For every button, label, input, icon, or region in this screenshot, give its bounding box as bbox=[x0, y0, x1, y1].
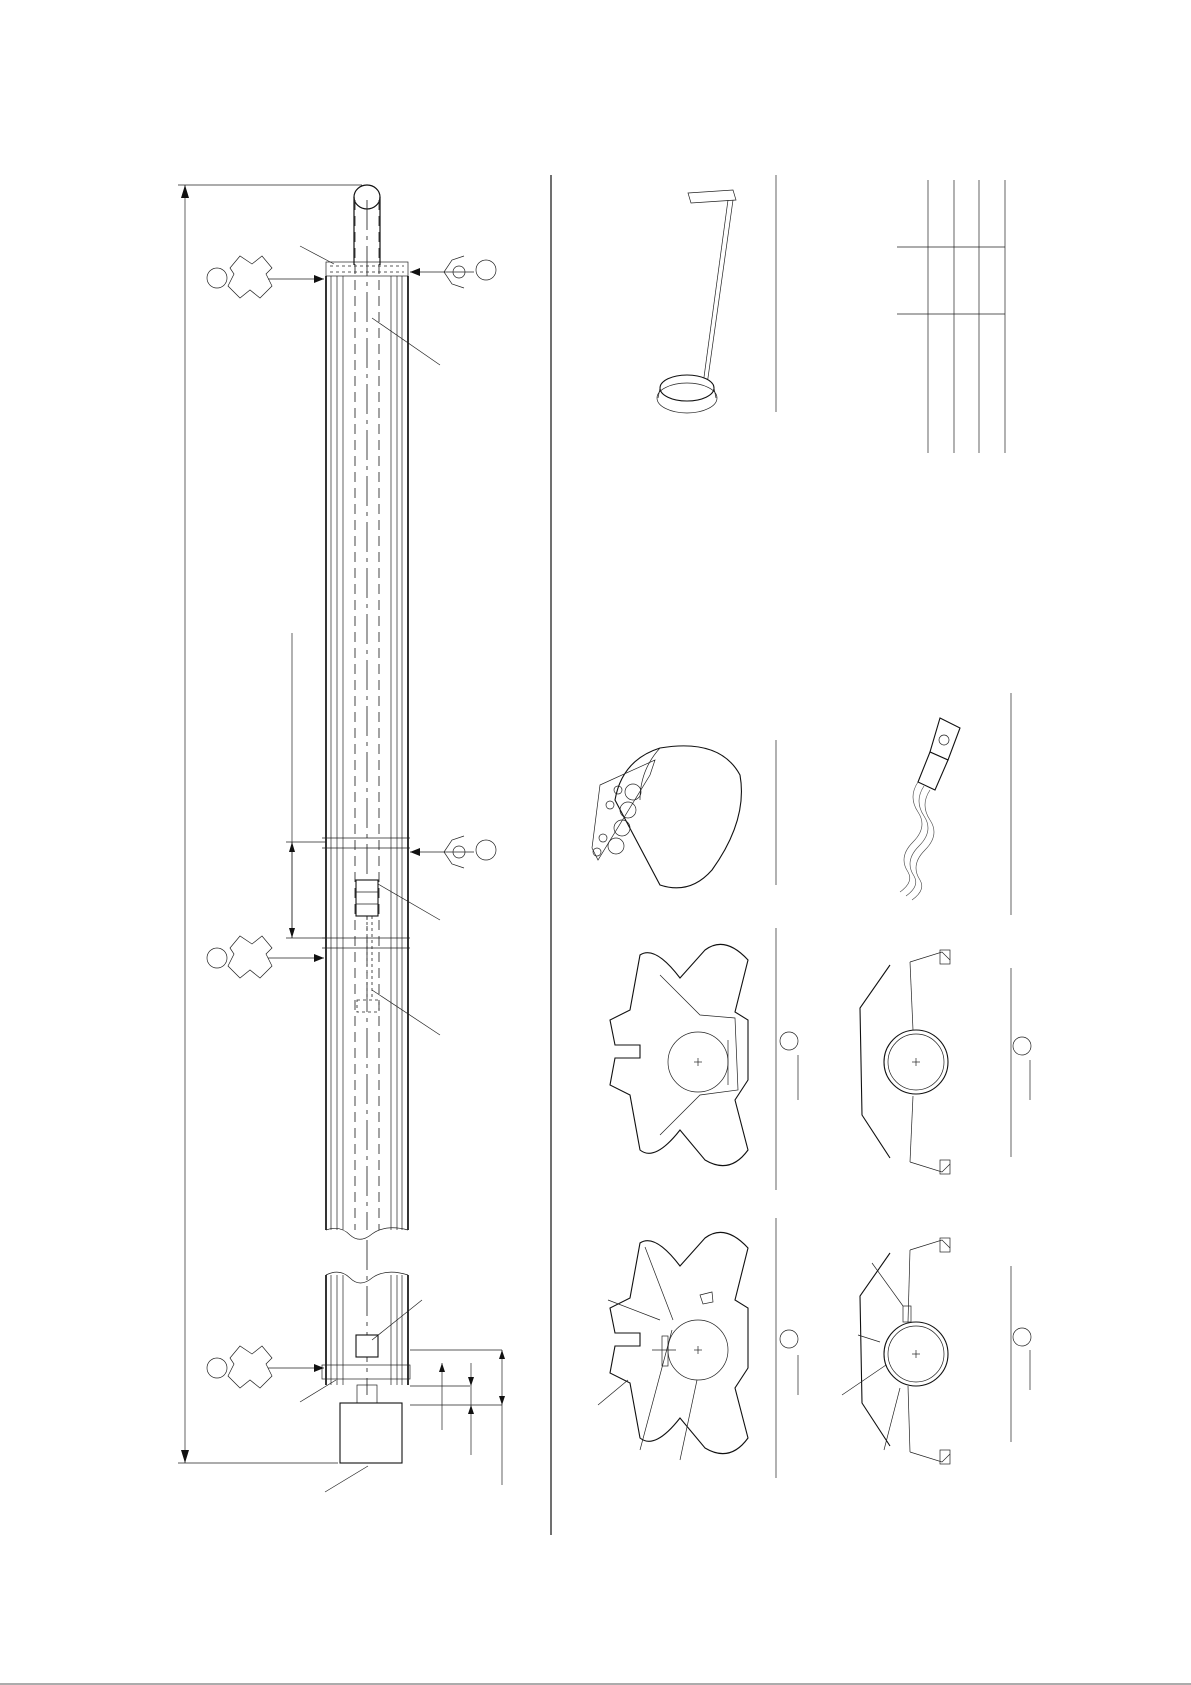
leader-lines bbox=[300, 246, 440, 1492]
bracket-plan-view-c bbox=[598, 1218, 798, 1478]
pole-assembly-elevation bbox=[178, 185, 505, 1492]
section-callout-bubble bbox=[476, 260, 496, 280]
hinge-plate bbox=[356, 880, 378, 916]
section-callouts bbox=[207, 260, 496, 1378]
pole-body-lower bbox=[322, 1240, 410, 1395]
bracket-side-glyphs bbox=[228, 256, 465, 1388]
section-callout-bubble bbox=[207, 268, 227, 288]
section-callout-bubble bbox=[476, 840, 496, 860]
pole-body-upper bbox=[326, 200, 408, 1239]
parts-table bbox=[897, 180, 1005, 453]
section-callout-bubble bbox=[207, 1358, 227, 1378]
section-callout-bubble bbox=[207, 948, 227, 968]
bracket-plan-view-a bbox=[610, 928, 798, 1190]
pole-base-block bbox=[340, 1385, 402, 1463]
bracket-plan-view-b bbox=[860, 950, 1031, 1174]
joint-span-dimension bbox=[286, 633, 326, 938]
twisted-strap-isometric bbox=[900, 693, 1011, 915]
overall-height-dimension bbox=[178, 185, 362, 1463]
support-frame-detail-isometric bbox=[657, 175, 776, 413]
lower-hinge-plate bbox=[356, 1335, 378, 1357]
base-dimensions bbox=[410, 1350, 505, 1485]
hinged-pole-bracket-isometric bbox=[592, 740, 776, 888]
bracket-plan-view-d bbox=[842, 1238, 1031, 1464]
